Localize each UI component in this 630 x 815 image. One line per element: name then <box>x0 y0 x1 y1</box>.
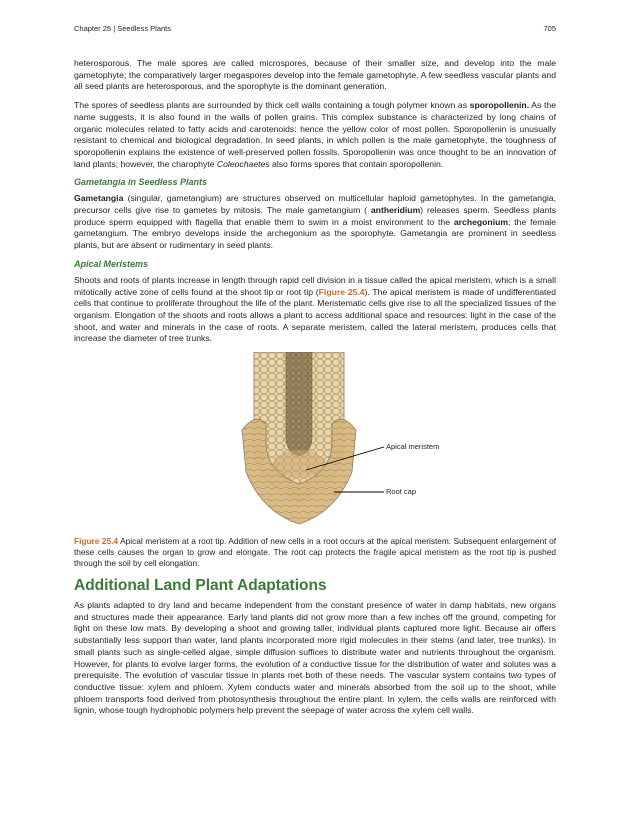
term-archegonium: archegonium <box>453 216 509 227</box>
figure-link[interactable]: Figure 25.4 <box>318 286 365 297</box>
figure-caption: Figure 25.4 Apical meristem at a root tip. Addition of new cells in a root occurs at the apical meristem. Subsequent enlargement of these cells causes the organ to grow and elongate. The root cap protects the fragile apical meristem as the root tip is pushed through the soil by cell elongation. <box>74 536 556 569</box>
chapter-title: Chapter 25 | Seedless Plants <box>74 24 172 33</box>
heading-apical-meristems: Apical Meristems <box>74 258 149 269</box>
paragraph-heterosporous: heterosporous. The male spores are called microspores, because of their smaller size, and develop into the male gametophyte; the comparatively larger megaspores develop into the female gametophyte. A few seedless vascular plants and all seed plants are heterosporous, and the sporophyte is the dominant generation. <box>74 58 556 92</box>
term-sporopollenin: sporopollenin. <box>469 100 530 111</box>
page-number: 705 <box>543 24 556 33</box>
paragraph-apical-meristems: Shoots and roots of plants increase in length through rapid cell division in a tissue called the apical meristem, which is a small mitotically active zone of cells found at the shoot tip or root tip (Figure 25.4). The apical meristem is made of undifferentiated cells that continue to proliferate throughout the life of the plant. Meristematic cells give rise to all the specialized tissues of the organism. Elongation of the shoots and roots allows a plant to access additional space and resources: light in the case of the shoot, and water and minerals in the case of roots. A separate meristem, called the lateral meristem, produces cells that increase the diameter of tree trunks. <box>74 274 556 344</box>
apical-meristem-zone <box>273 450 325 478</box>
root-tip-illustration <box>236 352 396 530</box>
heading-additional-adaptations: Additional Land Plant Adaptations <box>74 577 327 595</box>
caption-label: Figure 25.4 <box>74 536 119 547</box>
paragraph-sporopollenin: The spores of seedless plants are surrounded by thick cell walls containing a tough polymer known as sporopollenin. As the name suggests, it is also found in the walls of pollen grains. This complex substance is characterized by long chains of organic molecules related to fatty acids and carotenoids: hence the yellow color of most pollen. Sporopollenin is unusually resistant to chemical and biological degradation. In seed plants, in which pollen is the male gametophyte, the toughness of sporopollenin explains the existence of well-preserved pollen fossils. Sporopollenin was once thought to be an innovation of land plants; however, the charophyte Coleochaetes also forms spores that contain sporopollenin. <box>74 100 556 169</box>
paragraph-adaptations: As plants adapted to dry land and became independent from the constant presence of water in damp habitats, new organs and structures made their appearance. Early land plants did not grow more than a few inches off the ground, competing for light on these low mats. By developing a shoot and growing taller, individual plants captured more light. Because air offers substantially less support than water, land plants incorporated more rigid molecules in their stems (and later, tree trunks). In small plants such as single-celled algae, simple diffusion suffices to distribute water and nutrients throughout the organism. However, for plants to evolve larger forms, the evolution of a conductive tissue for the distribution of water and solutes was a prerequisite. The evolution of vascular tissue in plants met both of these needs. The vascular system contains two types of conductive tissue: xylem and phloem. Xylem conducts water and minerals absorbed from the soil up to the shoot, while phloem transports food derived from photosynthesis throughout the entire plant. In xylem, the cells walls are reinforced with lignin, whose tough hydrophobic polymers help prevent the seepage of water across the xylem cell walls. <box>74 600 556 716</box>
heading-gametangia: Gametangia in Seedless Plants <box>74 177 208 188</box>
genus-name: Coleochaetes <box>216 158 270 169</box>
page-content <box>74 58 556 724</box>
label-root-cap: Root cap <box>386 487 417 497</box>
term-antheridium: antheridium <box>370 205 421 216</box>
figure-root-tip <box>74 352 556 530</box>
label-apical-meristem: Apical meristem <box>386 442 440 452</box>
term-gametangia: Gametangia <box>74 193 124 204</box>
vascular-core <box>286 352 312 456</box>
paragraph-gametangia: Gametangia (singular, gametangium) are structures observed on multicellular haploid gametophytes. In the gametangia, precursor cells give rise to gametes by mitosis. The male gametangium ( antheridium) releases sperm. Seedless plants produce sperm equipped with flagella that enable them to swim in a moist environment to the archegonium; the female gametangium. The embryo develops inside the archegonium as the sporophyte. Gametangia are prominent in seedless plants, but are absent or rudimentary in seed plants. <box>74 193 556 251</box>
